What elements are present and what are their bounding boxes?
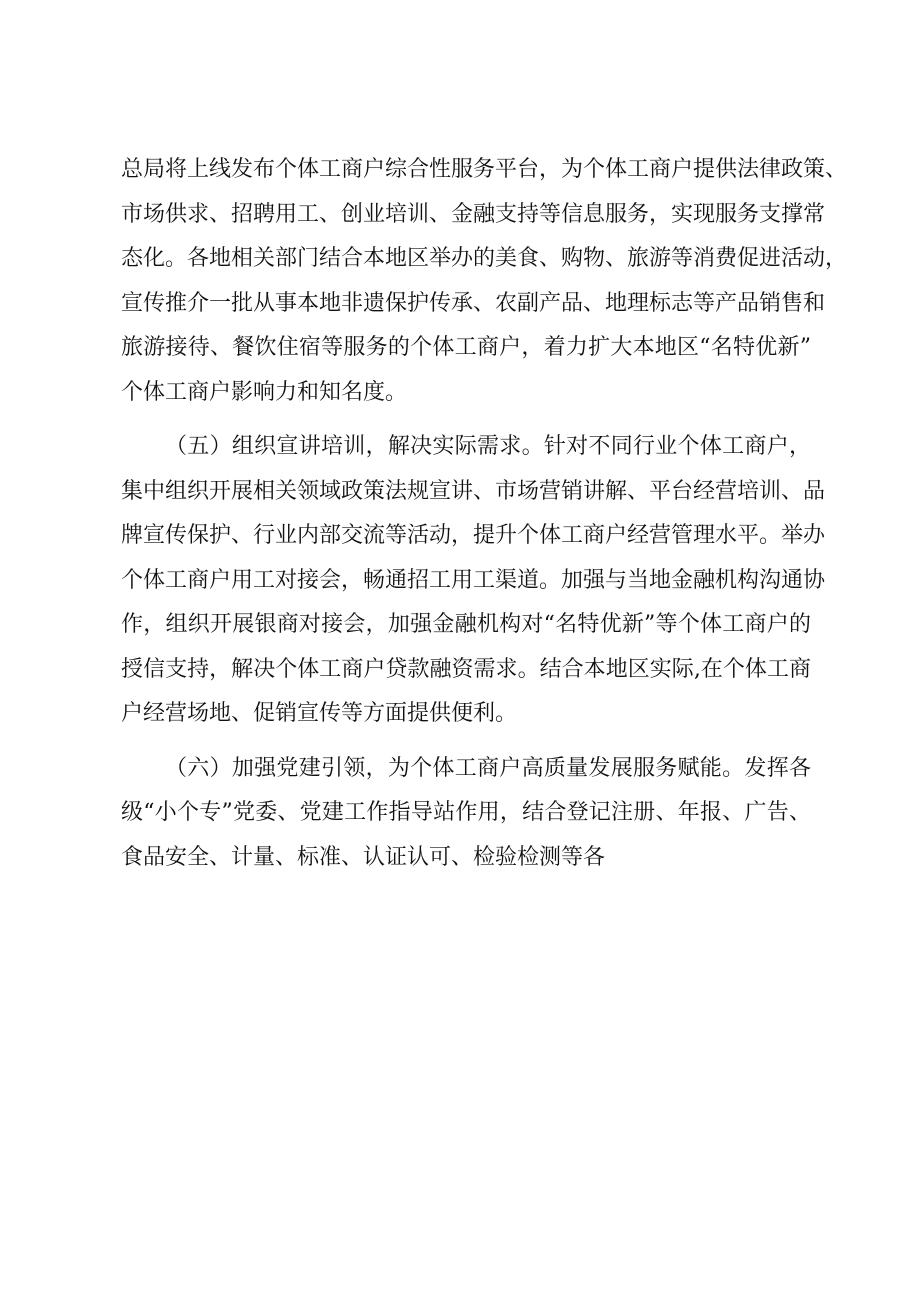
text-line: 个体工商户影响力和知名度。 — [121, 379, 408, 405]
text-line: 宣传推介一批从事本地非遗保护传承、农副产品、地理标志等产品销售和 — [121, 290, 826, 316]
text-line: （六）加强党建引领，为个体工商户高质量发展服务赋能。发挥各 — [165, 755, 811, 781]
paragraph-training — [121, 425, 826, 737]
paragraph-spacing — [121, 415, 811, 425]
text-line: 级“小个专”党委、党建工作指导站作用，结合登记注册、年报、广告、 — [121, 800, 811, 825]
text-line: 个体工商户用工对接会，畅通招工用工渠道。加强与当地金融机构沟通协 — [121, 567, 826, 593]
text-line: 户经营场地、促销宣传等方面提供便利。 — [121, 701, 518, 726]
document-body — [121, 148, 848, 880]
text-line: （五）组织宣讲培训，解决实际需求。针对不同行业个体工商户， — [165, 434, 811, 459]
text-line: 集中组织开展相关领域政策法规宣讲、市场营销讲解、平台经营培训、品 — [121, 478, 826, 504]
text-line: 态化。各地相关部门结合本地区举办的美食、购物、旅游等消费促进活动， — [121, 246, 848, 271]
text-line: 市场供求、招聘用工、创业培训、金融支持等信息服务，实现服务支撑常 — [121, 201, 826, 227]
text-line: 旅游接待、餐饮住宿等服务的个体工商户，着力扩大本地区“名特优新” — [121, 335, 811, 360]
paragraph-party-building — [121, 747, 811, 881]
text-line: 作，组织开展银商对接会，加强金融机构对“名特优新”等个体工商户的 — [121, 612, 811, 637]
paragraph-service-platform — [121, 148, 848, 415]
paragraph-spacing — [121, 737, 811, 747]
text-line: 总局将上线发布个体工商户综合性服务平台，为个体工商户提供法律政策、 — [121, 157, 848, 182]
text-line: 牌宣传保护、行业内部交流等活动，提升个体工商户经营管理水平。举办 — [121, 523, 826, 548]
text-line: 食品安全、计量、标准、认证认可、检验检测等各 — [121, 844, 606, 870]
text-line: 授信支持，解决个体工商户贷款融资需求。结合本地区实际,在个体工商 — [121, 656, 811, 682]
